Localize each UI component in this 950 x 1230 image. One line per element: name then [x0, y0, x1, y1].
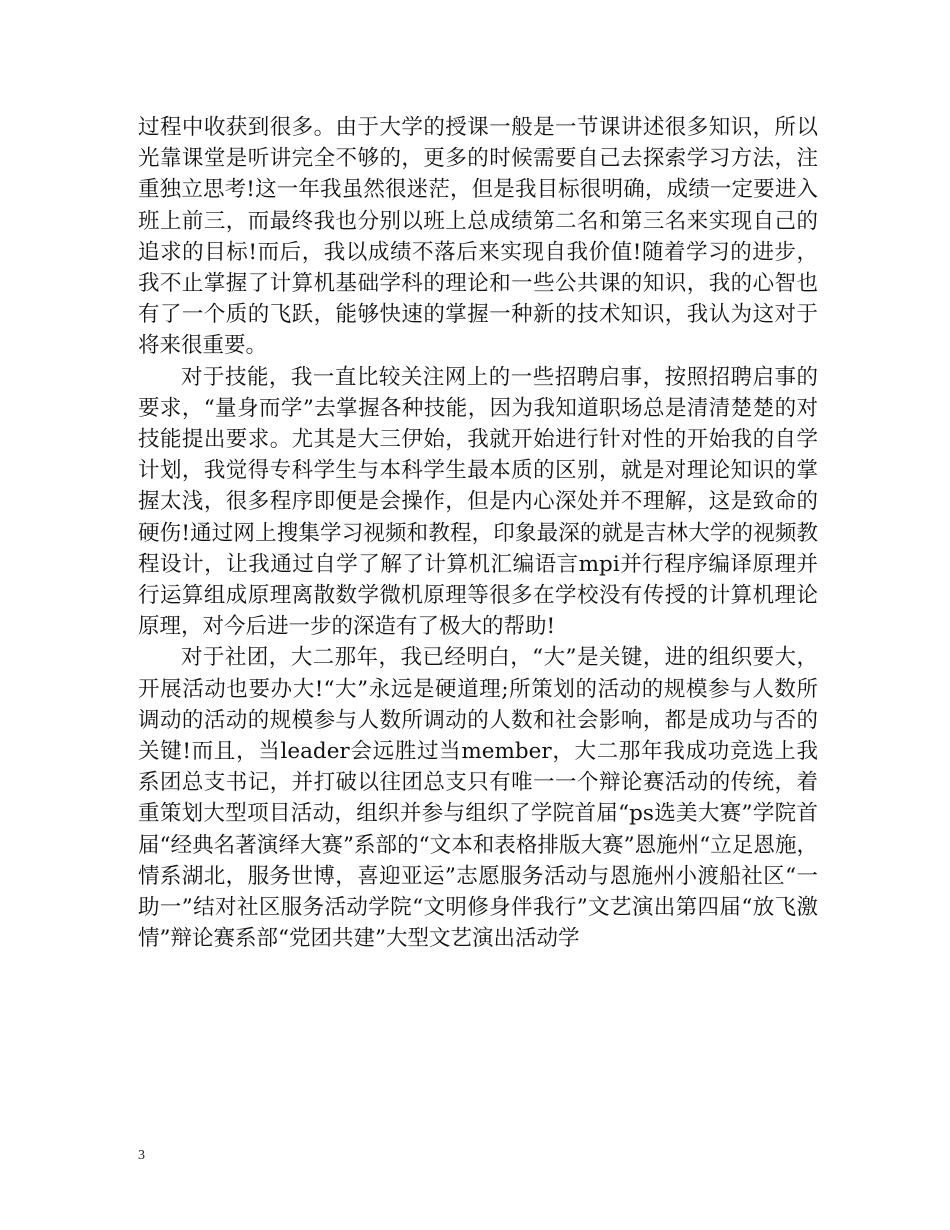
paragraph-skills: 对于技能，我一直比较关注网上的一些招聘启事，按照招聘启事的要求，“量身而学”去掌握各种技能，因为我知道职场总是清清楚楚的对技能提出要求。尤其是大三伊始，我就开始进行针对性的开始我的自学计划，我觉得专科学生与本科学生最本质的区别，就是对理论知识的掌握太浅，很多程序即便是会操作，但是内心深处并不理解，这是致命的硬伤!通过网上搜集学习视频和教程，印象最深的就是吉林大学的视频教程设计，让我通过自学了解了计算机汇编语言mpi并行程序编译原理并行运算组成原理离散数学微机原理等很多在学校没有传授的计算机理论原理，对今后进一步的深造有了极大的帮助! — [138, 364, 818, 640]
paragraph-study: 过程中收获到很多。由于大学的授课一般是一节课讲述很多知识，所以光靠课堂是听讲完全不够的，更多的时候需要自己去探索学习方法，注重独立思考!这一年我虽然很迷茫，但是我目标很明确，成绩一定要进入班上前三，而最终我也分别以班上总成绩第二名和第三名来实现自己的追求的目标!而后，我以成绩不落后来实现自我价值!随着学习的进步，我不止掌握了计算机基础学科的理论和一些公共课的知识，我的心智也有了一个质的飞跃，能够快速的掌握一种新的技术知识，我认为这对于将来很重要。 — [138, 115, 818, 359]
page-number: 3 — [138, 1148, 145, 1163]
paragraph-clubs: 对于社团，大二那年，我已经明白，“大”是关键，进的组织要大，开展活动也要办大!“大”永远是硬道理;所策划的活动的规模参与人数所调动的活动的规模参与人数所调动的人数和社会影响，都是成功与否的关键!而且，当leader会远胜过当member，大二那年我成功竞选上我系团总支书记，并打破以往团总支只有唯一一个辩论赛活动的传统，着重策划大型项目活动，组织并参与组织了学院首届“ps选美大赛”学院首届“经典名著演绎大赛”系部的“文本和表格排版大赛”恩施州“立足恩施，情系湖北，服务世博，喜迎亚运”志愿服务活动与恩施州小渡船社区“一助一”结对社区服务活动学院“文明修身伴我行”文艺演出第四届“放飞激情”辩论赛系部“党团共建”大型文艺演出活动学 — [138, 645, 818, 952]
body-text — [138, 112, 818, 954]
